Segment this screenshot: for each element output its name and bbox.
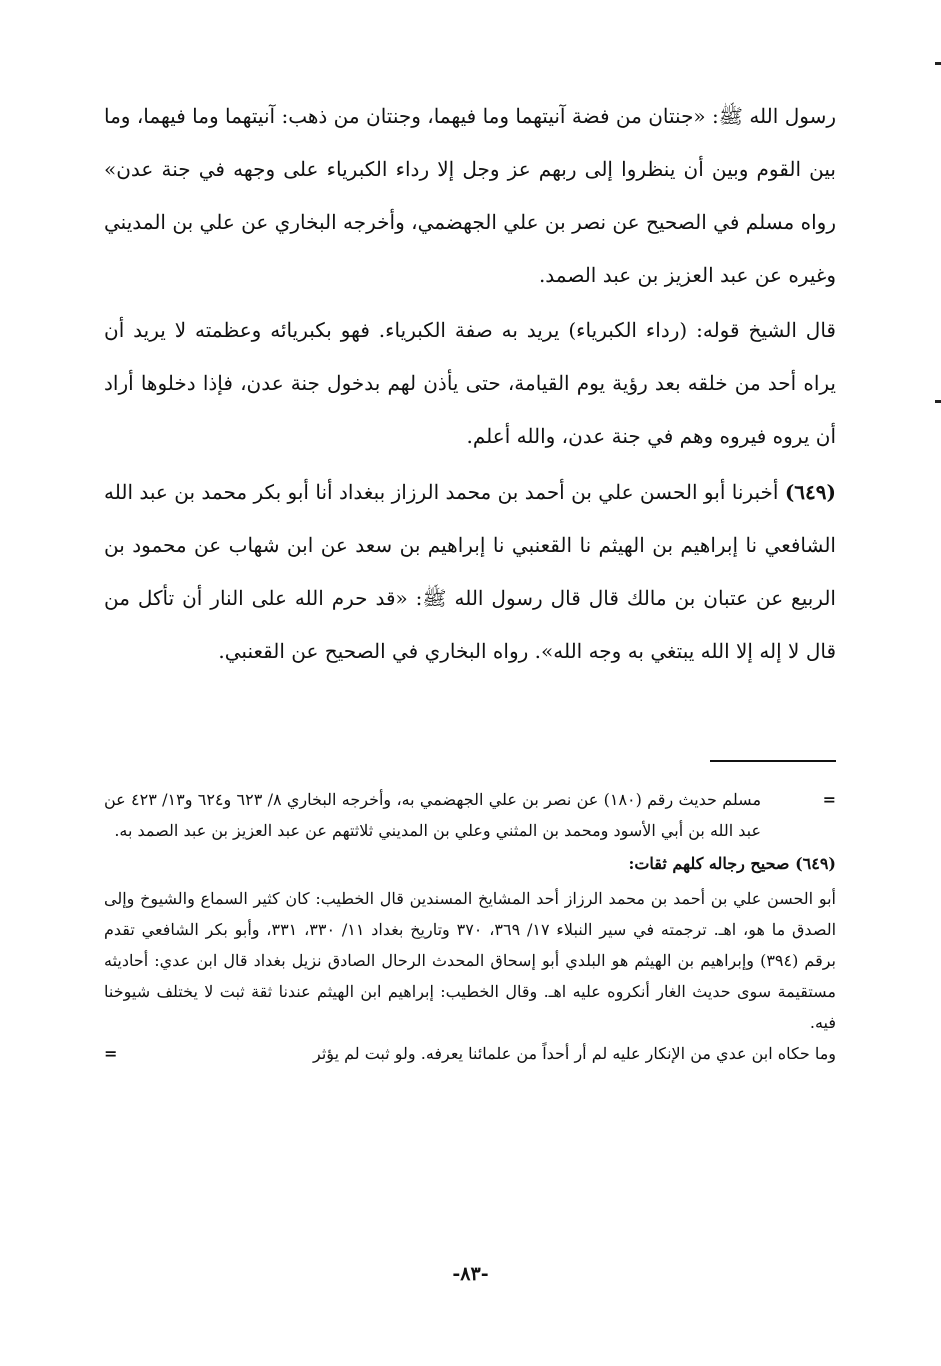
paragraph-1: رسول الله ﷺ: «جنتان من فضة آنيتهما وما فيهما، وجنتان من ذهب: آنيتهما وما فيهما، وما بين القوم وبين أن ينظروا إلى ربهم عز وجل إلا رداء الكبرياء على وجهه في جنة عدن» رواه مسلم في الصحيح عن نصر بن علي الجهضمي، وأخرجه البخاري عن علي بن المديني وغيره عن عبد العزيز بن عبد الصمد. [104, 104, 836, 287]
footnote-continuation-text: مسلم حديث رقم (١٨٠) عن نصر بن علي الجهضمي به، وأخرجه البخاري ٨/ ٦٢٣ و٦٢٤ و١٣/ ٤٢٣ عن عبد الله بن أبي الأسود ومحمد بن المثني وعلي بن المديني ثلاثتهم عن عبد العزيز بن عبد الصمد به. [104, 790, 762, 840]
paragraph-hadith-commentary [104, 90, 836, 302]
end-continuation-mark: = [104, 1044, 118, 1063]
paragraph-2: قال الشيخ قوله: (رداء الكبرياء) يريد به صفة الكبرياء. فهو بكبريائه وعظمته لا يريد أن يراه أحد من خلقه بعد رؤية يوم القيامة، حتى يأذن لهم بدخول جنة عدن، فإذا دخلوها أراد أن يروه فيروه وهم في جنة عدن، والله أعلم. [104, 318, 836, 448]
footnote-heading: (٦٤٩) صحيح رجاله كلهم ثقات: [628, 854, 836, 873]
footnotes [104, 784, 836, 1069]
hadith-649 [104, 466, 836, 678]
page-number: -٨٣- [452, 1263, 489, 1285]
paragraph-sheikh-comment [104, 304, 836, 463]
edge-mark-top [935, 62, 941, 65]
hadith-text: أخبرنا أبو الحسن علي بن أحمد بن محمد الرزاز ببغداد أنا أبو بكر محمد بن عبد الله الشافعي نا إبراهيم بن الهيثم نا القعنبي نا إبراهيم بن سعد عن ابن شهاب عن محمود بن الربيع عن عتبان بن مالك قال قال رسول الله ﷺ: «قد حرم الله على النار أن تأكل من قال لا إله إلا الله يبتغي به وجه الله». رواه البخاري في الصحيح عن القعنبي. [104, 480, 836, 663]
edge-mark-middle [935, 400, 941, 403]
footnote-continuation [104, 784, 836, 846]
footnote-last-line-text: وما حكاه ابن عدي من الإنكار عليه لم أر أحداً من علمائنا يعرفه. ولو ثبت لم يؤثر [313, 1044, 836, 1063]
hadith-paragraph [104, 466, 836, 678]
hadith-number: (٦٤٩) [784, 480, 836, 504]
footnote-last-line [104, 1038, 836, 1069]
footnote-body: أبو الحسن علي بن أحمد بن محمد الرزاز أحد المشايخ المسندين قال الخطيب: كان كثير السماع والشيوخ وإلى الصدق ما هو، اهـ. ترجمته في سير النبلاء ١٧/ ٣٦٩، ٣٧٠ وتاريخ بغداد ١١/ ٣٣٠، ٣٣١، وأبو بكر الشافعي تقدم برقم (٣٩٤) وإبراهيم بن الهيثم هو البلدي أبو إسحاق المحدث الرحال الصادق نزيل بغداد قال ابن عدي: أحاديثه مستقيمة سوى حديث الغار أنكروه عليه اهـ. وقال الخطيب: إبراهيم ابن الهيثم عندنا ثقة ثبت لا يختلف شيوخنا فيه. [104, 889, 837, 1032]
footnote-separator [710, 760, 836, 762]
continuation-mark: = [822, 790, 836, 809]
